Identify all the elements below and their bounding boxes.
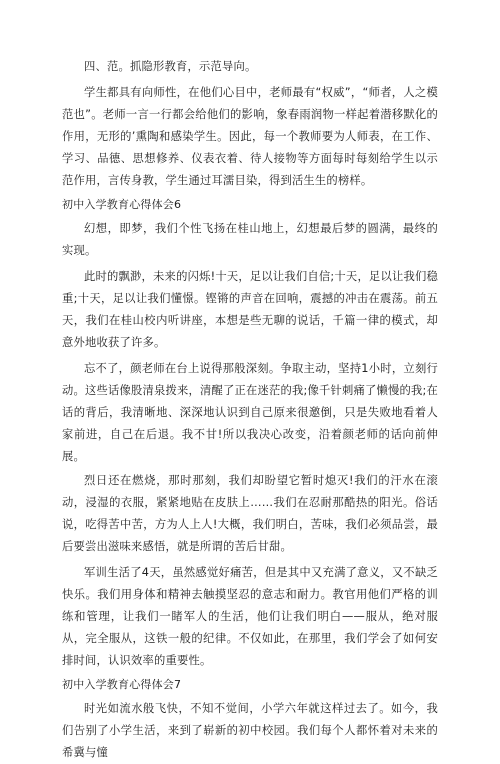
section-heading: 初中入学教育心得体会7	[62, 678, 182, 691]
body-paragraph: 此时的飘渺，未来的闪烁!十天，足以让我们自信;十天，足以让我们稳重;十天，足以让我们懂憬。铿锵的声音在回响，震撼的冲击在震荡。前五天，我们在桂山校内听讲座，本想是些无聊的说话，千篇一律的模式，却意外地收获了许多。	[62, 270, 438, 349]
body-paragraph: 学生都具有向师性，在他们心目中，老师最有“权威”，“师者，人之模范也”。老师一言一行都会给他们的影响，象春雨润物一样起着潜移默化的作用，无形的’熏陶和感染学生。因此，每一个教师要为人师表，在工作、学习、品德、思想修养、仪表衣着、待人接物等方面每时每刻给学生以示范作用，言传身教，学生通过耳濡目染，得到活生生的榜样。	[62, 86, 438, 187]
document-body	[62, 56, 438, 764]
body-paragraph: 忘不了，颜老师在台上说得那般深刻。争取主动，坚持1小时，立刻行动。这些话像股清泉拨来，清醒了正在迷茫的我;像千针刺痛了懒慢的我;在话的背后，我清晰地、深深地认识到自己原来很邀倒，只是失败地看着人家前进，自己在后退。我不甘!所以我决心改变，沿着颜老师的话向前伸展。	[62, 362, 438, 463]
section-title-paragraph: 四、范。抓隐形教育，示范导向。	[84, 60, 257, 73]
body-paragraph: 幻想，即梦，我们个性飞扬在桂山地上，幻想最后梦的圆满，最终的实现。	[62, 222, 438, 257]
body-paragraph: 军训生活了4天，虽然感觉好痛苦，但是其中又充满了意义，又不缺乏快乐。我们用身体和精神去触摸坚忍的意志和耐力。教官用他们严格的训练和管理，让我们一睹军人的生活，他们让我们明白——服从，绝对服从，完全服从，这铁一般的纪律。不仅如此，在那里，我们学会了如何安排时间，认识效率的重要性。	[62, 566, 438, 667]
body-paragraph: 时光如流水般飞快，不知不觉间，小学六年就这样过去了。如今，我们告别了小学生活，来到了崭新的初中校园。我们每个人都怀着对未来的希冀与憧	[62, 702, 438, 759]
section-heading: 初中入学教育心得体会6	[62, 198, 182, 211]
body-paragraph: 烈日还在燃烧，那时那刻，我们却盼望它暂时熄灭!我们的汗水在滚动，浸湿的衣服，紧紧地贴在皮肤上……我们在忍耐那酷热的阳光。俗话说，吃得苦中苦，方为人上人!大概，我们明白，苦味，我们必须品尝，最后要尝出滋味来感悟，就是所谓的苦后甘甜。	[62, 474, 438, 553]
